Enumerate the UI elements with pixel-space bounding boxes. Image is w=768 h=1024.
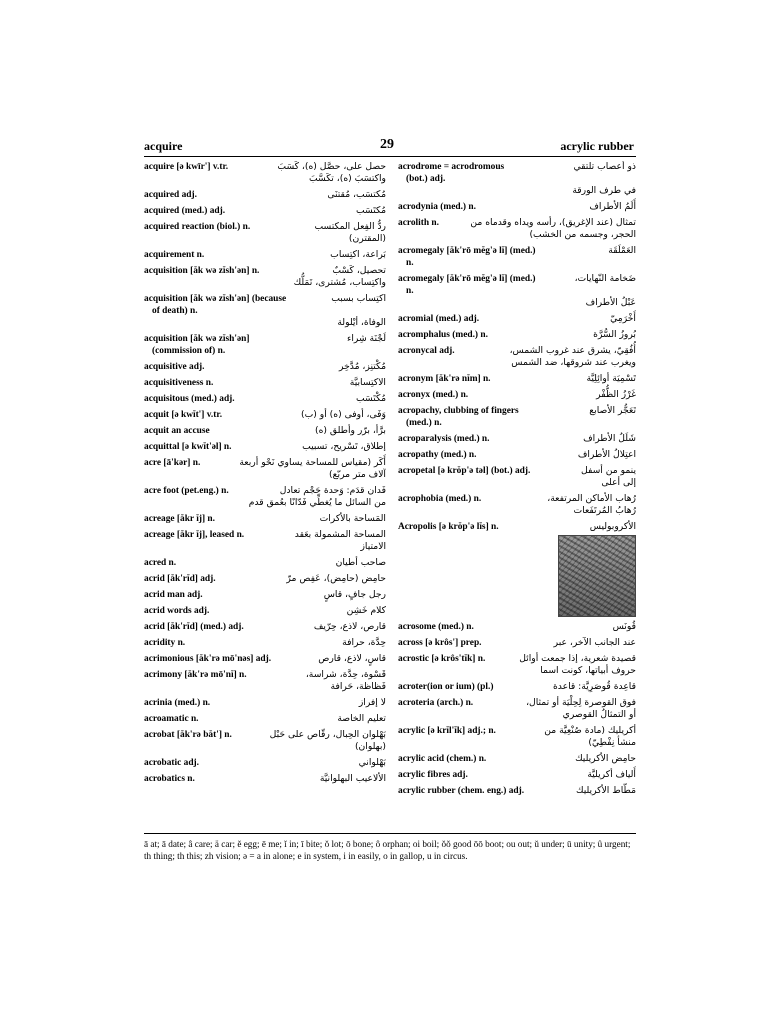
dictionary-entry — [144, 557, 386, 569]
headword: acropathy (med.) n. — [398, 450, 477, 460]
arabic-definition: تَسْمِيَة أوائِلِيَّة — [586, 373, 636, 384]
arabic-definition: عند الجانب الآخر، عبر — [553, 637, 636, 648]
page-header — [144, 137, 636, 157]
dictionary-entry — [398, 245, 636, 269]
dictionary-entry — [144, 189, 386, 201]
arabic-definition: مُكتَسَب — [356, 205, 386, 216]
arabic-definition: الأكروبوليس — [589, 521, 636, 532]
headword: acreage [ăkr ĭj] n. — [144, 514, 215, 524]
headword: acreage [ăkr ĭj], leased n. — [144, 530, 245, 540]
dictionary-entry — [144, 221, 386, 245]
headword: acrimony [ăk'rə mō'nĭ] n. — [144, 670, 247, 680]
arabic-definition: أكريليك (مادة صُنْعِيَّة من — [544, 725, 636, 736]
dictionary-entry — [144, 457, 386, 481]
dictionary-entry — [144, 573, 386, 585]
dictionary-entry — [398, 681, 636, 693]
arabic-definition: ضَخامة النّهايات، — [574, 273, 636, 284]
headword: acridity n. — [144, 638, 186, 648]
headword: acromegaly [ăk'rō mĕg'ə lĭ] (med.) — [398, 246, 536, 256]
arabic-definition: مُكْتنِز، مُدَّخِر — [339, 361, 386, 372]
arabic-definition: قَسْوة، حِدَّة، شراسة، — [305, 669, 386, 680]
arabic-definition: الاكتِسابيَّة — [349, 377, 386, 388]
dictionary-entry — [144, 637, 386, 649]
headword: acroter(ion or ium) (pl.) — [398, 682, 494, 692]
right-guideword: acrylic rubber — [560, 139, 634, 153]
arabic-definition: مَطّاط الأكريليك — [575, 785, 636, 796]
dictionary-entry — [144, 773, 386, 785]
arabic-definition: برَّأ، برّر وأطلق (ه) — [315, 425, 386, 436]
arabic-definition: أَكَر (مقياس للمساحة يساوي نَحْو أربعة — [239, 457, 386, 468]
headword: acropachy, clubbing of fingers — [398, 406, 519, 416]
arabic-definition: بُروزُ السُّرَّة — [593, 329, 636, 340]
arabic-definition: اكتِساب بسبب — [331, 293, 386, 304]
arabic-definition: شَلَلُ الأطراف — [583, 433, 636, 444]
dictionary-entry — [144, 265, 386, 289]
dictionary-entry — [398, 329, 636, 341]
dictionary-entry — [398, 449, 636, 461]
headword: acromphalus (med.) n. — [398, 330, 488, 340]
arabic-definition-continuation: إلى أعلى — [601, 477, 636, 488]
arabic-definition: حصل على، حصَّل (ه)، كَسَبَ — [277, 161, 386, 172]
arabic-definition: أَلياف أكريليَّة — [587, 769, 636, 780]
arabic-definition: حِدَّة، حرافة — [342, 637, 386, 648]
dictionary-entry — [144, 293, 386, 329]
headword: acrid words adj. — [144, 606, 210, 616]
arabic-definition: بَهْلواني — [358, 757, 386, 768]
headword: acquisitous (med.) adj. — [144, 394, 235, 404]
arabic-definition: تَعَجُّر الأصابع — [589, 405, 636, 416]
dictionary-entry — [398, 345, 636, 369]
headword: acquired (med.) adj. — [144, 206, 226, 216]
arabic-definition-continuation: رُهابُ المُرتَفَعات — [573, 505, 636, 516]
dictionary-entry — [398, 697, 636, 721]
left-guideword: acquire — [144, 139, 183, 153]
footer-rule — [144, 833, 636, 834]
headword: acrid [ăk'rĭd] (med.) adj. — [144, 622, 244, 632]
arabic-definition-continuation: فَظاظة، حَرافة — [330, 681, 386, 692]
arabic-definition: ردُّ الفِعل المكتسب — [314, 221, 386, 232]
headword: acroparalysis (med.) n. — [398, 434, 490, 444]
left-column — [144, 161, 386, 861]
arabic-definition: مُكتسَب، مُقتنَى — [327, 189, 386, 200]
arabic-definition: قُونَس — [612, 621, 636, 632]
arabic-definition: الألاعيب البهلوانيَّة — [319, 773, 386, 784]
dictionary-entry — [398, 725, 636, 749]
arabic-definition: قاسٍ، لاذع، قارص — [318, 653, 386, 664]
headword: acronycal adj. — [398, 346, 455, 356]
arabic-definition-continuation: الحجر، وجسمه من الخشب) — [529, 229, 636, 240]
headword: acre foot (pet.eng.) n. — [144, 486, 229, 496]
headword-continuation: (bot.) adj. — [406, 174, 446, 184]
arabic-definition: أُفُقِيّ، يشرق عند غروب الشمس، — [509, 345, 636, 356]
dictionary-entry — [144, 161, 386, 185]
dictionary-entry — [144, 669, 386, 693]
headword: across [ə krôs'] prep. — [398, 638, 482, 648]
arabic-definition: حامِض الأكريليك — [575, 753, 636, 764]
arabic-definition-continuation: الوفاة، أيْلولة — [337, 317, 386, 328]
headword: acromegaly [ăk'rō mĕg'ə lĭ] (med.) — [398, 274, 536, 284]
headword: acrobat [ăk'rə băt'] n. — [144, 730, 232, 740]
dictionary-entry — [398, 753, 636, 765]
dictionary-entry — [398, 389, 636, 401]
dictionary-entry — [398, 405, 636, 429]
headword: acquittal [ə kwĭt'əl] n. — [144, 442, 232, 452]
arabic-definition: كلام خَشِن — [346, 605, 386, 616]
right-column — [398, 161, 636, 861]
headword: acroteria (arch.) n. — [398, 698, 474, 708]
headword: acrostic [ə krôs'tĭk] n. — [398, 654, 486, 664]
arabic-definition: أَخْرَمِيّ — [610, 313, 636, 324]
arabic-definition: إطلاق، تَسْريح، تسبيب — [302, 441, 386, 452]
headword: acrosome (med.) n. — [398, 622, 474, 632]
dictionary-entry — [144, 713, 386, 725]
arabic-definition: ينمو من أسفل — [581, 465, 636, 476]
arabic-definition: رُهاب الأماكن المرتفعة، — [547, 493, 636, 504]
dictionary-entry — [144, 589, 386, 601]
arabic-definition-continuation: من السائل ما يُغطِّي فَدّانًا بعُمق قدم — [248, 497, 386, 508]
arabic-definition-continuation: الامتياز — [360, 541, 386, 552]
headword: acrimonious [ăk'rə mō'nəs] adj. — [144, 654, 272, 664]
headword: acquisition [ăk wə zĭsh'ən] n. — [144, 266, 260, 276]
arabic-definition: حامِض (حامِض)، عَفِص مرّ — [286, 573, 386, 584]
headword: acrolith n. — [398, 218, 439, 228]
dictionary-entry — [398, 637, 636, 649]
headword-continuation: n. — [406, 286, 414, 296]
headword: Acropolis [ə krŏp'ə lĭs] n. — [398, 522, 499, 532]
dictionary-entry — [398, 161, 636, 197]
dictionary-entry — [398, 273, 636, 309]
dictionary-entry — [398, 217, 636, 241]
arabic-definition: لا إفراز — [358, 697, 386, 708]
arabic-definition-continuation: حروف أبياتها، كونت اسما — [540, 665, 636, 676]
dictionary-entry — [398, 201, 636, 213]
arabic-definition: صاحب أطيان — [335, 557, 386, 568]
headword: acronym [ăk'rə nĭm] n. — [398, 374, 491, 384]
headword-continuation: (commission of) n. — [152, 346, 226, 356]
headword: acquisitive adj. — [144, 362, 205, 372]
arabic-definition: ذو أعصاب تلتقي — [573, 161, 636, 172]
dictionary-entry — [144, 513, 386, 525]
dictionary-entry — [144, 425, 386, 437]
arabic-definition: وَفَى، أوفى (ه) أو (ب) — [301, 409, 386, 420]
headword: acrinia (med.) n. — [144, 698, 211, 708]
headword: acquit an accuse — [144, 426, 210, 436]
arabic-definition: بَهْلوان الحِبال، رقّاص على حَبْل — [269, 729, 386, 740]
dictionary-entry — [144, 409, 386, 421]
dictionary-entry — [144, 729, 386, 753]
dictionary-entry — [398, 465, 636, 489]
dictionary-entry — [144, 605, 386, 617]
arabic-definition: أَلَمُ الأطراف — [589, 201, 636, 212]
arabic-definition-continuation: عَبْلُ الأطراف — [585, 297, 636, 308]
arabic-definition: بَراعة، اكتِساب — [330, 249, 386, 260]
dictionary-entry — [398, 653, 636, 677]
headword: acquit [ə kwĭt'] v.tr. — [144, 410, 223, 420]
dictionary-entry — [398, 521, 636, 617]
arabic-definition: العَمْلَقَة — [608, 245, 636, 256]
headword: acronyx (med.) n. — [398, 390, 469, 400]
headword: acrodynia (med.) n. — [398, 202, 476, 212]
headword: acromial (med.) adj. — [398, 314, 480, 324]
arabic-definition-continuation: واكتسَبَ (ه)، تكَسَّبَ — [309, 173, 386, 184]
arabic-definition-continuation: ويغرب عند شروقها، ضد الشمس — [511, 357, 636, 368]
dictionary-entry — [398, 313, 636, 325]
dictionary-entry — [398, 785, 636, 797]
headword: acrylic [ə krĭl'ĭk] adj.; n. — [398, 726, 496, 736]
arabic-definition: لَجْنَة شِراء — [347, 333, 386, 344]
headword: acquisition [ăk wə zĭsh'ən] — [144, 334, 250, 344]
headword: acrid man adj. — [144, 590, 203, 600]
arabic-definition: تمثال (عند الإغريق)، رأسه ويداه وقدماه من — [470, 217, 636, 228]
arabic-definition-continuation: في طرف الورقة — [572, 185, 636, 196]
arabic-definition: رجل جافٍ، قاسٍ — [323, 589, 386, 600]
dictionary-entry — [144, 249, 386, 261]
dictionary-page — [144, 137, 636, 877]
headword: acropetal [ə krŏp'ə təl] (bot.) adj. — [398, 466, 531, 476]
dictionary-entry — [144, 653, 386, 665]
arabic-definition: تعليم الخاصة — [337, 713, 386, 724]
dictionary-entry — [398, 373, 636, 385]
headword: acrylic acid (chem.) n. — [398, 754, 487, 764]
arabic-definition-continuation: (المقترن) — [348, 233, 386, 244]
headword: acrodrome = acrodromous — [398, 162, 505, 172]
dictionary-entry — [144, 205, 386, 217]
dictionary-entry — [144, 757, 386, 769]
headword-continuation: n. — [406, 258, 414, 268]
headword: acquisition [ăk wə zĭsh'ən] (because — [144, 294, 287, 304]
headword: acrylic fibres adj. — [398, 770, 468, 780]
dictionary-entry — [398, 433, 636, 445]
headword: acre [ā'kər] n. — [144, 458, 201, 468]
dictionary-entry — [144, 697, 386, 709]
arabic-definition-continuation: واكتِساب، مُشترى، تَمَلُّك — [293, 277, 386, 288]
headword: acrobatics n. — [144, 774, 195, 784]
headword: acquisitiveness n. — [144, 378, 214, 388]
headword: acroamatic n. — [144, 714, 199, 724]
dictionary-entry — [144, 393, 386, 405]
dictionary-entry — [398, 621, 636, 633]
headword: acrophobia (med.) n. — [398, 494, 482, 504]
headword-continuation: of death) n. — [152, 306, 198, 316]
arabic-definition: فوق القوصرة لِحِلْيَة أو تمثال، — [526, 697, 636, 708]
dictionary-entry — [144, 485, 386, 509]
arabic-definition: قارص، لاذع، حِرّيف — [313, 621, 386, 632]
arabic-definition-continuation: آلاف متر مربّع) — [329, 469, 386, 480]
headword: acquired reaction (biol.) n. — [144, 222, 251, 232]
headword: acred n. — [144, 558, 177, 568]
headword: acquirement n. — [144, 250, 205, 260]
arabic-definition: قصيدة شعرية، إذا جمعت أوائل — [519, 653, 636, 664]
arabic-definition-continuation: (بهلوان) — [354, 741, 386, 752]
arabic-definition: المساحة المشمولة بعَقد — [294, 529, 386, 540]
acropolis-photo — [558, 535, 636, 617]
arabic-definition: فَدان قدَم: وَحدة حَجْم تعادل — [279, 485, 386, 496]
arabic-definition-continuation: أو التمثالُ القوصري — [562, 709, 636, 720]
dictionary-entry — [144, 361, 386, 373]
headword: acrylic rubber (chem. eng.) adj. — [398, 786, 525, 796]
dictionary-entry — [398, 769, 636, 781]
headword: acquired adj. — [144, 190, 197, 200]
header-rule — [144, 156, 636, 157]
dictionary-entry — [144, 621, 386, 633]
arabic-definition: قاعِدة قُوصَرِيَّة: قاعدة — [552, 681, 636, 692]
arabic-definition: المَساحة بالأكرات — [319, 513, 386, 524]
dictionary-entry — [144, 441, 386, 453]
page-number: 29 — [380, 137, 394, 152]
headword: acrid [ăk'rĭd] adj. — [144, 574, 216, 584]
dictionary-entry — [144, 377, 386, 389]
arabic-definition: غَرْزُ الظُّفْر — [596, 389, 636, 400]
pronunciation-key: ā at; ā date; â care; ä car; ĕ egg; ē me; ĭ in; ī bite; ŏ lot; ō bone; ô orphan; oi boil; ŏŏ good ōō boot; ou out; ŭ under; ū unity; û urgent; th thing; th this; zh vision; ə = a in alone; e in system, i in easily, o in gallop, u in circus. — [144, 839, 631, 861]
headword-continuation: (med.) n. — [406, 418, 442, 428]
dictionary-entry — [144, 333, 386, 357]
dictionary-entry — [398, 493, 636, 517]
arabic-definition: تحصيل، كَسْبٌ — [332, 265, 386, 276]
headword: acrobatic adj. — [144, 758, 200, 768]
headword: acquire [ə kwīr'] v.tr. — [144, 162, 229, 172]
dictionary-entry — [144, 529, 386, 553]
arabic-definition: مُكْتَسَب — [356, 393, 386, 404]
arabic-definition-continuation: منشأ نِفْطِيّ) — [588, 737, 636, 748]
arabic-definition: اعتِلالُ الأطراف — [577, 449, 636, 460]
